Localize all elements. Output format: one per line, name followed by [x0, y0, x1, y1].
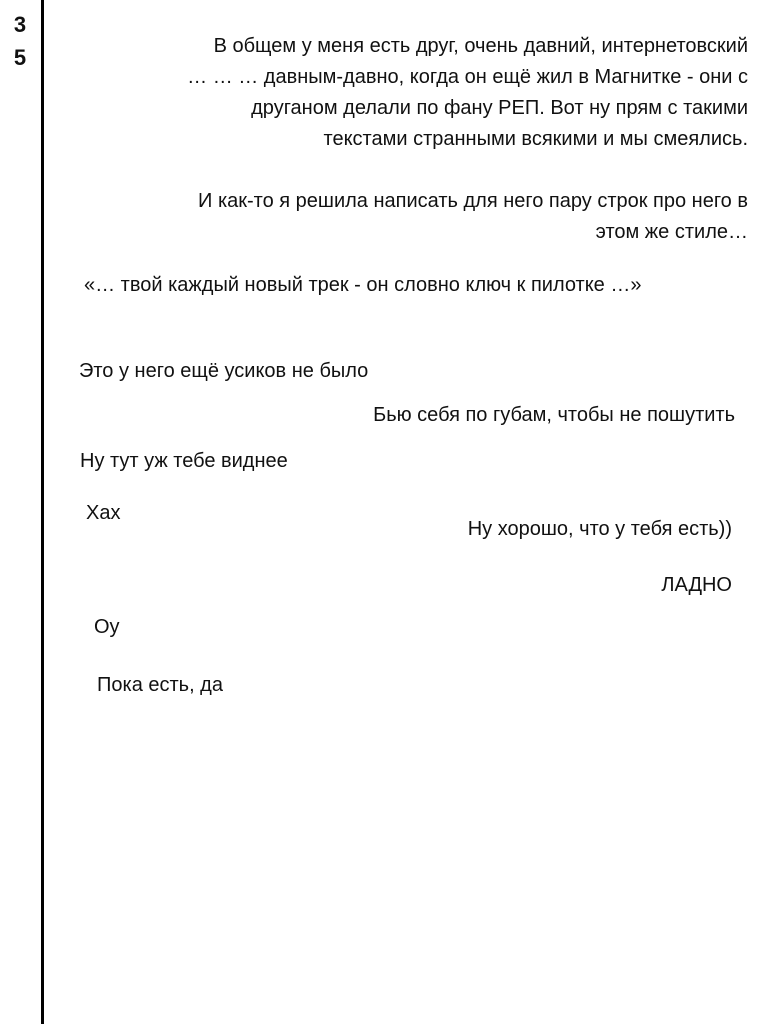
paragraph-2-line-1: И как-то я решила написать для него пару строк про него в: [198, 190, 748, 212]
message-3: Ну тут уж тебе виднее: [80, 450, 288, 472]
paragraph-1-line-1: В общем у меня есть друг, очень давний, интернетовский: [213, 35, 748, 57]
message-5: Ну хорошо, что у тебя есть)): [467, 518, 732, 540]
page-number-digit-1: 3: [13, 12, 27, 37]
paragraph-1-line-2: … … … давным-давно, когда он ещё жил в Магнитке - они с: [187, 66, 748, 88]
page-number-digit-2: 5: [13, 45, 27, 70]
quote-line: «… твой каждый новый трек - он словно ключ к пилотке …»: [84, 274, 642, 296]
message-4: Хах: [86, 502, 121, 524]
message-2: Бью себя по губам, чтобы не пошутить: [373, 404, 735, 426]
message-6: ЛАДНО: [661, 574, 732, 596]
paragraph-1-line-4: текстами странными всякими и мы смеялись.: [323, 128, 748, 150]
message-1: Это у него ещё усиков не было: [79, 360, 369, 382]
message-8: Пока есть, да: [97, 674, 223, 696]
page-number: [0, 8, 40, 74]
message-7: Оу: [94, 616, 120, 638]
vertical-divider: [41, 0, 44, 1024]
paragraph-1-line-3: друганом делали по фану РЕП. Вот ну прям с такими: [251, 97, 748, 119]
paragraph-2-line-2: этом же стиле…: [595, 221, 748, 243]
